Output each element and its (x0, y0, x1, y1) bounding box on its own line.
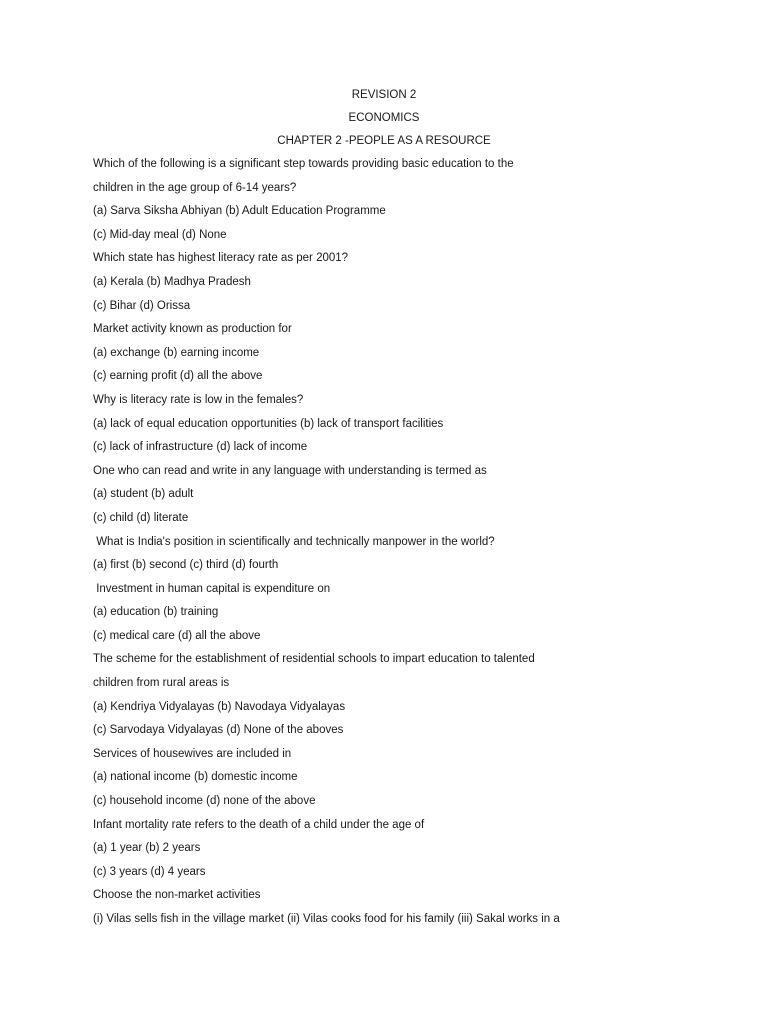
text-line: What is India's position in scientifically and technically manpower in the world? (93, 535, 495, 548)
document-title: REVISION 2 (351, 89, 417, 101)
text-line: (c) child (d) literate (93, 511, 189, 524)
text-line: (a) 1 year (b) 2 years (93, 842, 201, 855)
text-line: Investment in human capital is expenditure on (93, 582, 331, 595)
text-line: Services of housewives are included in (93, 747, 292, 760)
text-line: (a) national income (b) domestic income (93, 771, 298, 784)
text-line: Why is literacy rate is low in the females? (93, 393, 304, 406)
chapter-heading: CHAPTER 2 -PEOPLE AS A RESOURCE (277, 135, 491, 147)
text-line: Which of the following is a significant step towards providing basic education to the (93, 158, 514, 170)
text-line: (a) education (b) training (93, 606, 219, 619)
text-line: One who can read and write in any language with understanding is termed as (93, 464, 487, 477)
text-line: Choose the non-market activities (93, 889, 261, 902)
text-line: The scheme for the establishment of residential schools to impart education to talented (93, 653, 535, 666)
text-line: (c) Sarvodaya Vidyalayas (d) None of the aboves (93, 724, 344, 737)
text-line: (c) 3 years (d) 4 years (93, 865, 206, 878)
text-line: (c) lack of infrastructure (d) lack of income (93, 441, 308, 454)
text-line: (a) first (b) second (c) third (d) fourth (93, 559, 279, 572)
text-line: children from rural areas is (93, 677, 230, 690)
subject-heading: ECONOMICS (348, 112, 420, 124)
text-line: (c) Mid-day meal (d) None (93, 228, 227, 241)
text-line: (c) household income (d) none of the above (93, 795, 316, 808)
text-line: (c) medical care (d) all the above (93, 629, 261, 642)
text-line: (a) lack of equal education opportunities (b) lack of transport facilities (93, 417, 444, 430)
text-line: Which state has highest literacy rate as per 2001? (93, 252, 349, 265)
text-line: Infant mortality rate refers to the death of a child under the age of (93, 818, 425, 831)
text-line: Market activity known as production for (93, 323, 292, 336)
text-line: (a) exchange (b) earning income (93, 346, 260, 359)
text-line: (c) earning profit (d) all the above (93, 370, 263, 383)
text-line: children in the age group of 6-14 years? (93, 181, 297, 194)
text-line: (a) Kendriya Vidyalayas (b) Navodaya Vidyalayas (93, 700, 346, 713)
text-line: (a) student (b) adult (93, 488, 194, 501)
text-line: (a) Sarva Siksha Abhiyan (b) Adult Education Programme (93, 205, 386, 218)
text-line: (a) Kerala (b) Madhya Pradesh (93, 275, 251, 288)
text-line: (c) Bihar (d) Orissa (93, 299, 191, 312)
question-list (93, 157, 733, 936)
text-line: (i) Vilas sells fish in the village market (ii) Vilas cooks food for his family (iii) Sakal works in a (93, 913, 560, 925)
